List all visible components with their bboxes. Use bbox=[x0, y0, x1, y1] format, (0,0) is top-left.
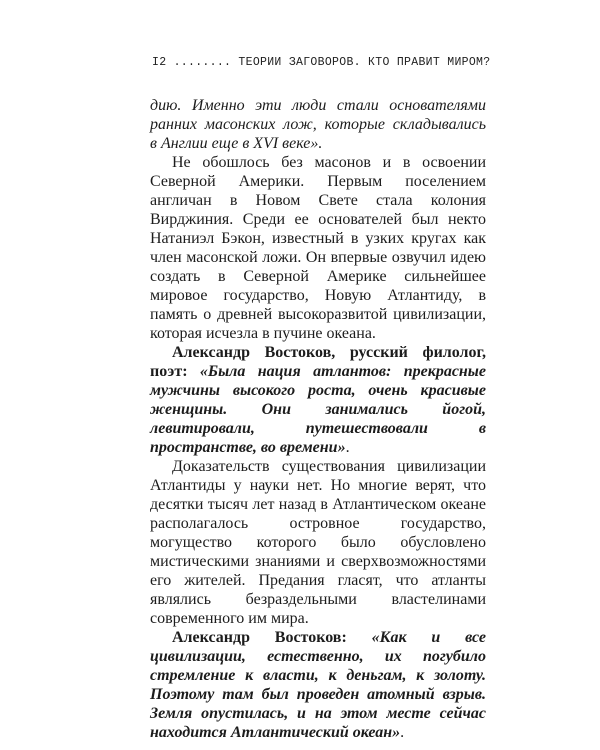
paragraph-virginia: Не обошлось без масонов и в освоении Северной Америки. Первым поселением англичан в Новом Свете стала колония Вирджиния. Среди ее основателей был некто Натаниэл Бэкон, известный в узких кругах как член масонской ложи. Он впервые озвучил идею создать в Северной Америке сильнейшее мировое государство, Новую Атлантиду, в память о древней высокоразвитой цивилизации, которая исчезла в пучине океана. bbox=[150, 154, 486, 342]
quote-continuation-line-3: в Англии еще в XVI веке». bbox=[150, 135, 323, 152]
quote-continuation-line-2: ранних масонских лож, которые складывались bbox=[150, 116, 486, 133]
page-number: I2 bbox=[152, 56, 167, 69]
quote-atomic-explosion: «Как и все цивилизации, естественно, их погубило стремление к власти, к деньгам, к золоту. Поэтому там был проведен атомный взрыв. Земля опустилась, и на этом месте сейчас находится Атлантический океан» bbox=[150, 629, 486, 741]
paragraph-atlantis-evidence: Доказательств существования цивилизации Атлантиды у науки нет. Но многие верят, что десятки тысяч лет назад в Атлантическом океане располагалось островное государство, могущество которого было обусловлено мистическими знаниями и сверхвозможностями его жителей. Предания гласят, что атланты являлись безраздельными властелинами современного им мира. bbox=[150, 458, 486, 627]
page-text bbox=[150, 96, 486, 742]
running-head bbox=[152, 56, 491, 69]
paragraph-vostokov-quote-1 bbox=[150, 343, 486, 457]
quote-atlanteans: «Была нация атлантов: прекрасные мужчины высокого роста, очень красивые женщины. Они занимались йогой, левитировали, путешествовали в пространстве, во времени» bbox=[150, 363, 486, 456]
quote-end-mark: . bbox=[345, 439, 350, 456]
quote-continuation-line-1: дию. Именно эти люди стали основателями bbox=[150, 97, 486, 114]
header-leader: ........ bbox=[173, 56, 232, 69]
paragraph-vostokov-quote-2 bbox=[150, 628, 486, 742]
speaker-attribution: Александр Востоков: bbox=[172, 629, 347, 646]
quote-end-mark: . bbox=[400, 724, 405, 741]
chapter-title: ТЕОРИИ ЗАГОВОРОВ. КТО ПРАВИТ МИРОМ? bbox=[238, 56, 491, 69]
speaker-attribution: Александр Востоков, русский филолог, поэт: bbox=[150, 344, 486, 380]
